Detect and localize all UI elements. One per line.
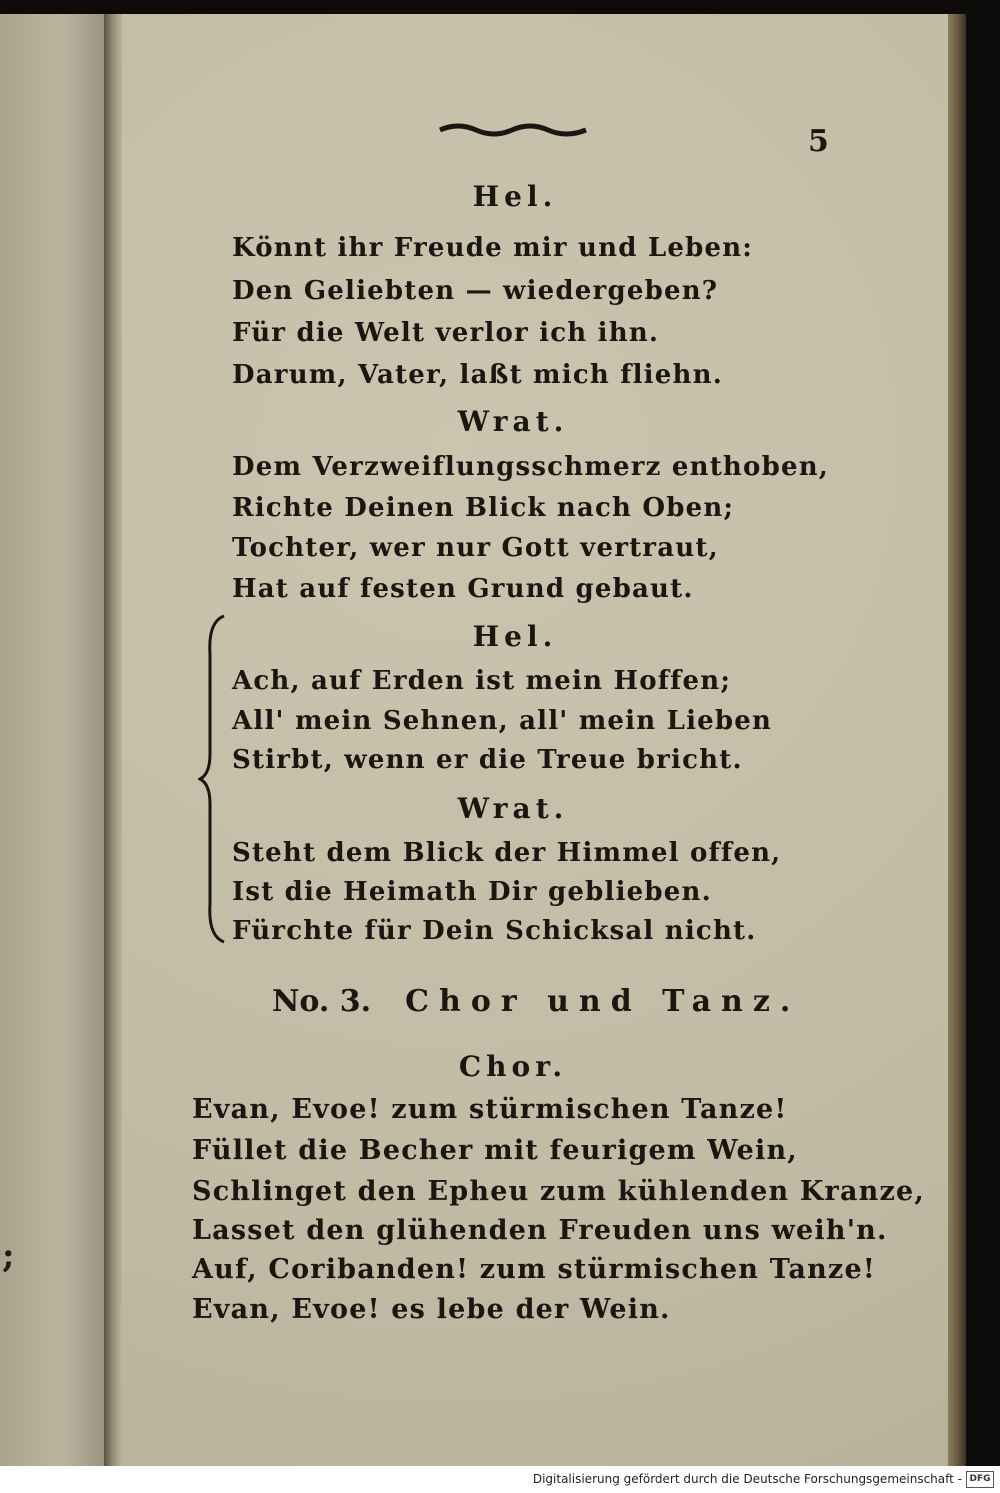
verse-line: Stirbt, wenn er die Treue bricht. [232, 745, 743, 775]
verse-line: Ach, auf Erden ist mein Hoffen; [232, 666, 732, 696]
verse-line: Richte Deinen Blick nach Oben; [232, 493, 735, 523]
verse-line: Tochter, wer nur Gott vertraut, [232, 533, 719, 563]
footer-credit: Digitalisierung gefördert durch die Deutsche Forschungsgemeinschaft - [532, 1472, 962, 1486]
verse-line: Könnt ihr Freude mir und Leben: [232, 233, 754, 263]
verse-line: Evan, Evoe! zum stürmischen Tanze! [192, 1094, 788, 1125]
section-heading [272, 984, 800, 1019]
section-number: No. 3. [272, 984, 372, 1019]
speaker-heading: Wrat. [457, 792, 569, 825]
dfg-logo-icon: DFG [966, 1471, 994, 1488]
verse-line: Evan, Evoe! es lebe der Wein. [192, 1294, 671, 1325]
ornament-rule [438, 116, 588, 146]
verse-line: Dem Verzweiflungsschmerz enthoben, [232, 452, 830, 482]
page-number: 5 [808, 124, 829, 159]
speaker-heading: Hel. [472, 620, 558, 653]
verse-line: Schlinget den Epheu zum kühlenden Kranze, [192, 1176, 926, 1207]
verse-line: Steht dem Blick der Himmel offen, [232, 838, 782, 868]
verse-line: Füllet die Becher mit feurigem Wein, [192, 1135, 798, 1166]
verse-line: Fürchte für Dein Schicksal nicht. [232, 916, 757, 946]
verse-line: Auf, Coribanden! zum stürmischen Tanze! [192, 1254, 876, 1285]
verse-line: Lasset den glühenden Freuden uns weih'n. [192, 1215, 888, 1246]
page-edge [948, 14, 966, 1466]
book-page [122, 14, 948, 1466]
verse-line: Den Geliebten — wiedergeben? [232, 276, 719, 306]
verse-line: Darum, Vater, laßt mich fliehn. [232, 360, 723, 390]
book-gutter [104, 14, 122, 1466]
speaker-heading: Chor. [458, 1050, 568, 1083]
verse-line: Für die Welt verlor ich ihn. [232, 318, 660, 348]
verse-line: Ist die Heimath Dir geblieben. [232, 877, 712, 907]
facing-page [0, 14, 104, 1466]
section-title: Chor und Tanz. [405, 984, 801, 1019]
verse-line: Hat auf festen Grund gebaut. [232, 574, 694, 604]
speaker-heading: Hel. [472, 180, 558, 213]
speaker-heading: Wrat. [457, 405, 569, 438]
margin-mark: ; [2, 1236, 15, 1276]
brace-bracket [198, 614, 230, 944]
verse-line: All' mein Sehnen, all' mein Lieben [232, 706, 773, 736]
footer-bar [0, 1466, 1000, 1493]
